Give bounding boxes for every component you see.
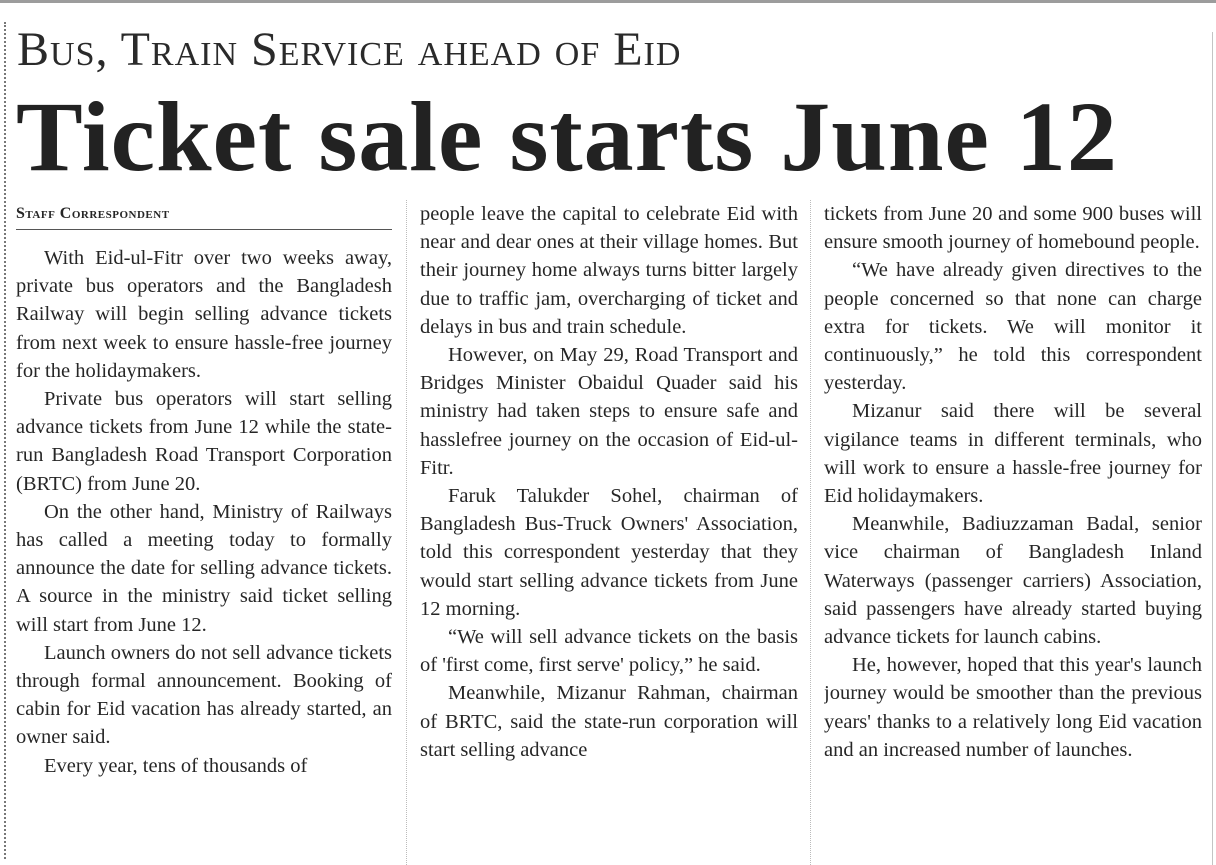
paragraph: “We have already given directives to the people concerned so that none can charge extra for tickets. We will monitor it continuously,” he told this correspondent yesterday. <box>824 259 1202 395</box>
paragraph: tickets from June 20 and some 900 buses will ensure smooth journey of homebound people. <box>824 203 1202 254</box>
paragraph: Meanwhile, Badiuzzaman Badal, senior vice chairman of Bangladesh Inland Waterways (passenger carriers) Association, said passengers have already started buying advance tickets for launch cabins. <box>824 513 1202 649</box>
headline: Ticket sale starts June 12 <box>16 81 1118 192</box>
column-3 <box>824 200 1202 865</box>
column-divider <box>406 200 407 865</box>
paragraph: Launch owners do not sell advance tickets through formal announcement. Booking of cabin for Eid vacation has already started, an owner said. <box>16 641 392 749</box>
paragraph: Private bus operators will start selling advance tickets from June 12 while the state-run Bangladesh Road Transport Corporation (BRTC) from June 20. <box>16 388 392 495</box>
column-1 <box>16 244 392 865</box>
paragraph: people leave the capital to celebrate Eid with near and dear ones at their village homes. But their journey home always turns bitter largely due to traffic jam, overcharging of ticket and delays in bus and train schedule. <box>420 203 798 338</box>
paragraph: However, on May 29, Road Transport and Bridges Minister Obaidul Quader said his ministry had taken steps to ensure safe and hasslefree journey on the occasion of Eid-ul-Fitr. <box>420 344 798 479</box>
paragraph: Faruk Talukder Sohel, chairman of Bangladesh Bus-Truck Owners' Association, told this correspondent yesterday that they would start selling advance tickets from June 12 morning. <box>420 485 798 620</box>
right-border <box>1212 32 1213 865</box>
paragraph: Every year, tens of thousands of <box>44 754 308 777</box>
left-dotted-border <box>4 22 6 859</box>
paragraph: With Eid-ul-Fitr over two weeks away, private bus operators and the Bangladesh Railway will begin selling advance tickets from next week to ensure hassle-free journey for the holidaymakers. <box>16 247 392 382</box>
paragraph: “We will sell advance tickets on the basis of 'first come, first serve' policy,” he said. <box>420 626 798 677</box>
paragraph: Mizanur said there will be several vigilance teams in different terminals, who will work to ensure a hassle-free journey for Eid holidaymakers. <box>824 400 1202 508</box>
byline: Staff Correspondent <box>16 202 392 230</box>
kicker: Bus, Train Service ahead of Eid <box>17 23 682 76</box>
paragraph: He, however, hoped that this year's launch journey would be smoother than the previous years' thanks to a relatively long Eid vacation and an increased number of launches. <box>824 654 1202 761</box>
column-divider <box>810 200 811 865</box>
paragraph: On the other hand, Ministry of Railways has called a meeting today to formally announce the date for selling advance tickets. A source in the ministry said ticket selling will start from June 12. <box>16 500 392 636</box>
top-border <box>0 0 1216 3</box>
column-2 <box>420 200 798 865</box>
paragraph: Meanwhile, Mizanur Rahman, chairman of BRTC, said the state-run corporation will start selling advance <box>420 682 798 761</box>
